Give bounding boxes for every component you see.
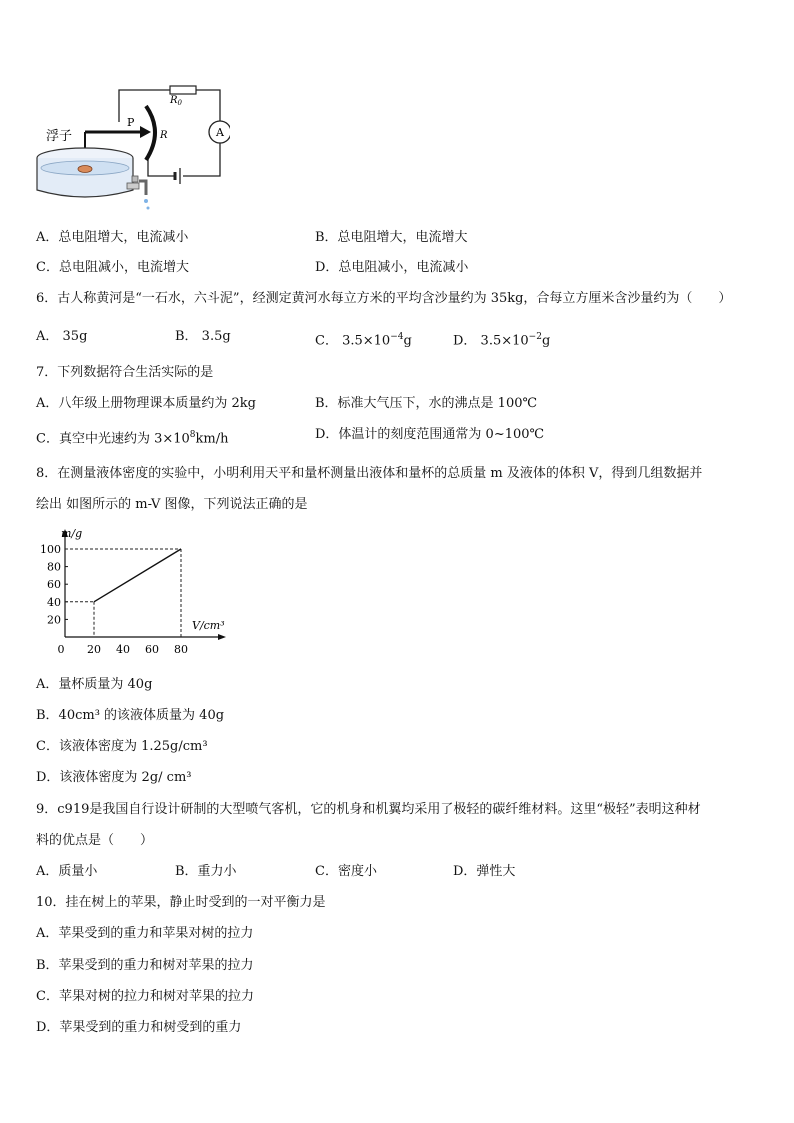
y-axis-label: m/g [61,527,83,540]
m-v-chart [40,527,240,662]
q10-option-b: B．苹果受到的重力和树对苹果的拉力 [36,958,254,973]
x-axis-arrow [218,634,226,640]
q9-stem-line1: 9．c919是我国自行设计研制的大型喷气客机，它的机身和机翼均采用了极轻的碳纤维材料。这里“极轻”表明这种材 [36,802,701,817]
q7-stem: 7．下列数据符合生活实际的是 [36,365,214,380]
q8-option-b: B．40cm³ 的该液体质量为 40g [36,708,225,723]
y-tick-label: 40 [47,595,61,609]
q5-option-c: C．总电阻减小，电流增大 [36,260,189,275]
q7-option-a: A．八年级上册物理课本质量约为 2kg [36,396,256,411]
q9-option-a: A．质量小 [36,864,98,879]
q5-option-b: B．总电阻增大，电流增大 [315,230,468,245]
q8-option-d: D．该液体密度为 2g/ cm³ [36,770,192,785]
q8-stem-line2: 绘出 如图所示的 m-V 图像，下列说法正确的是 [36,497,308,512]
ammeter-label: A [216,126,224,139]
x-tick-label: 40 [116,643,130,656]
q10-option-d: D．苹果受到的重力和树受到的重力 [36,1020,242,1035]
float-label: 浮子 [46,129,73,144]
q7-option-c: C．真空中光速约为 $3\times 10^8km/h$ [36,430,229,447]
x-tick-label: 20 [87,643,101,656]
p-label: P [127,116,135,129]
series-line [94,549,181,602]
q10-stem: 10．挂在树上的苹果，静止时受到的一对平衡力是 [36,895,326,910]
q6-option-a: A． 35g [36,329,88,344]
q5-option-d: D．总电阻减小，电流减小 [315,260,469,275]
q5-option-a: A．总电阻增大，电流减小 [36,230,189,245]
q8-option-c: C．该液体密度为 1.25g/cm³ [36,739,208,754]
r0-label: $R_0$ [170,95,182,107]
x-tick-label: 80 [174,643,188,656]
q10-option-a: A．苹果受到的重力和苹果对树的拉力 [36,926,254,941]
q8-option-a: A．量杯质量为 40g [36,677,153,692]
q8-stem-line1: 8．在测量液体密度的实验中，小明利用天平和量杯测量出液体和量杯的总质量 m 及液体的体积 V，得到几组数据并 [36,466,703,481]
q6-option-d: D． $3.5\times 10^{-2}g$ [453,332,551,349]
y-tick-label: 100 [40,543,61,556]
x-tick-label: 0 [57,643,65,656]
x-axis-label: V/cm³ [192,619,225,632]
q9-option-b: B．重力小 [175,864,237,879]
r-label: R [160,130,168,141]
float-circuit-figure [30,80,230,215]
y-tick-label: 20 [47,613,61,627]
float [78,166,92,173]
q7-option-d: D．体温计的刻度范围通常为 0~100℃ [315,427,545,442]
q9-option-c: C．密度小 [315,864,377,879]
q6-option-c: C． $3.5\times 10^{-4}g$ [315,332,412,349]
y-tick-label: 80 [47,560,61,574]
q7-option-b: B．标准大气压下，水的沸点是 100℃ [315,396,538,411]
q9-option-d: D．弹性大 [453,864,516,879]
q6-option-b: B． 3.5g [175,329,231,344]
y-tick-label: 60 [47,578,61,592]
q10-option-c: C．苹果对树的拉力和树对苹果的拉力 [36,989,254,1004]
x-tick-label: 60 [145,643,159,656]
q9-stem-line2: 料的优点是（ ） [36,833,154,848]
q6-stem: 6．古人称黄河是“一石水，六斗泥”，经测定黄河水每立方米的平均含沙量约为 35kg，合每立方厘米含沙量约为（ ） [36,291,732,306]
